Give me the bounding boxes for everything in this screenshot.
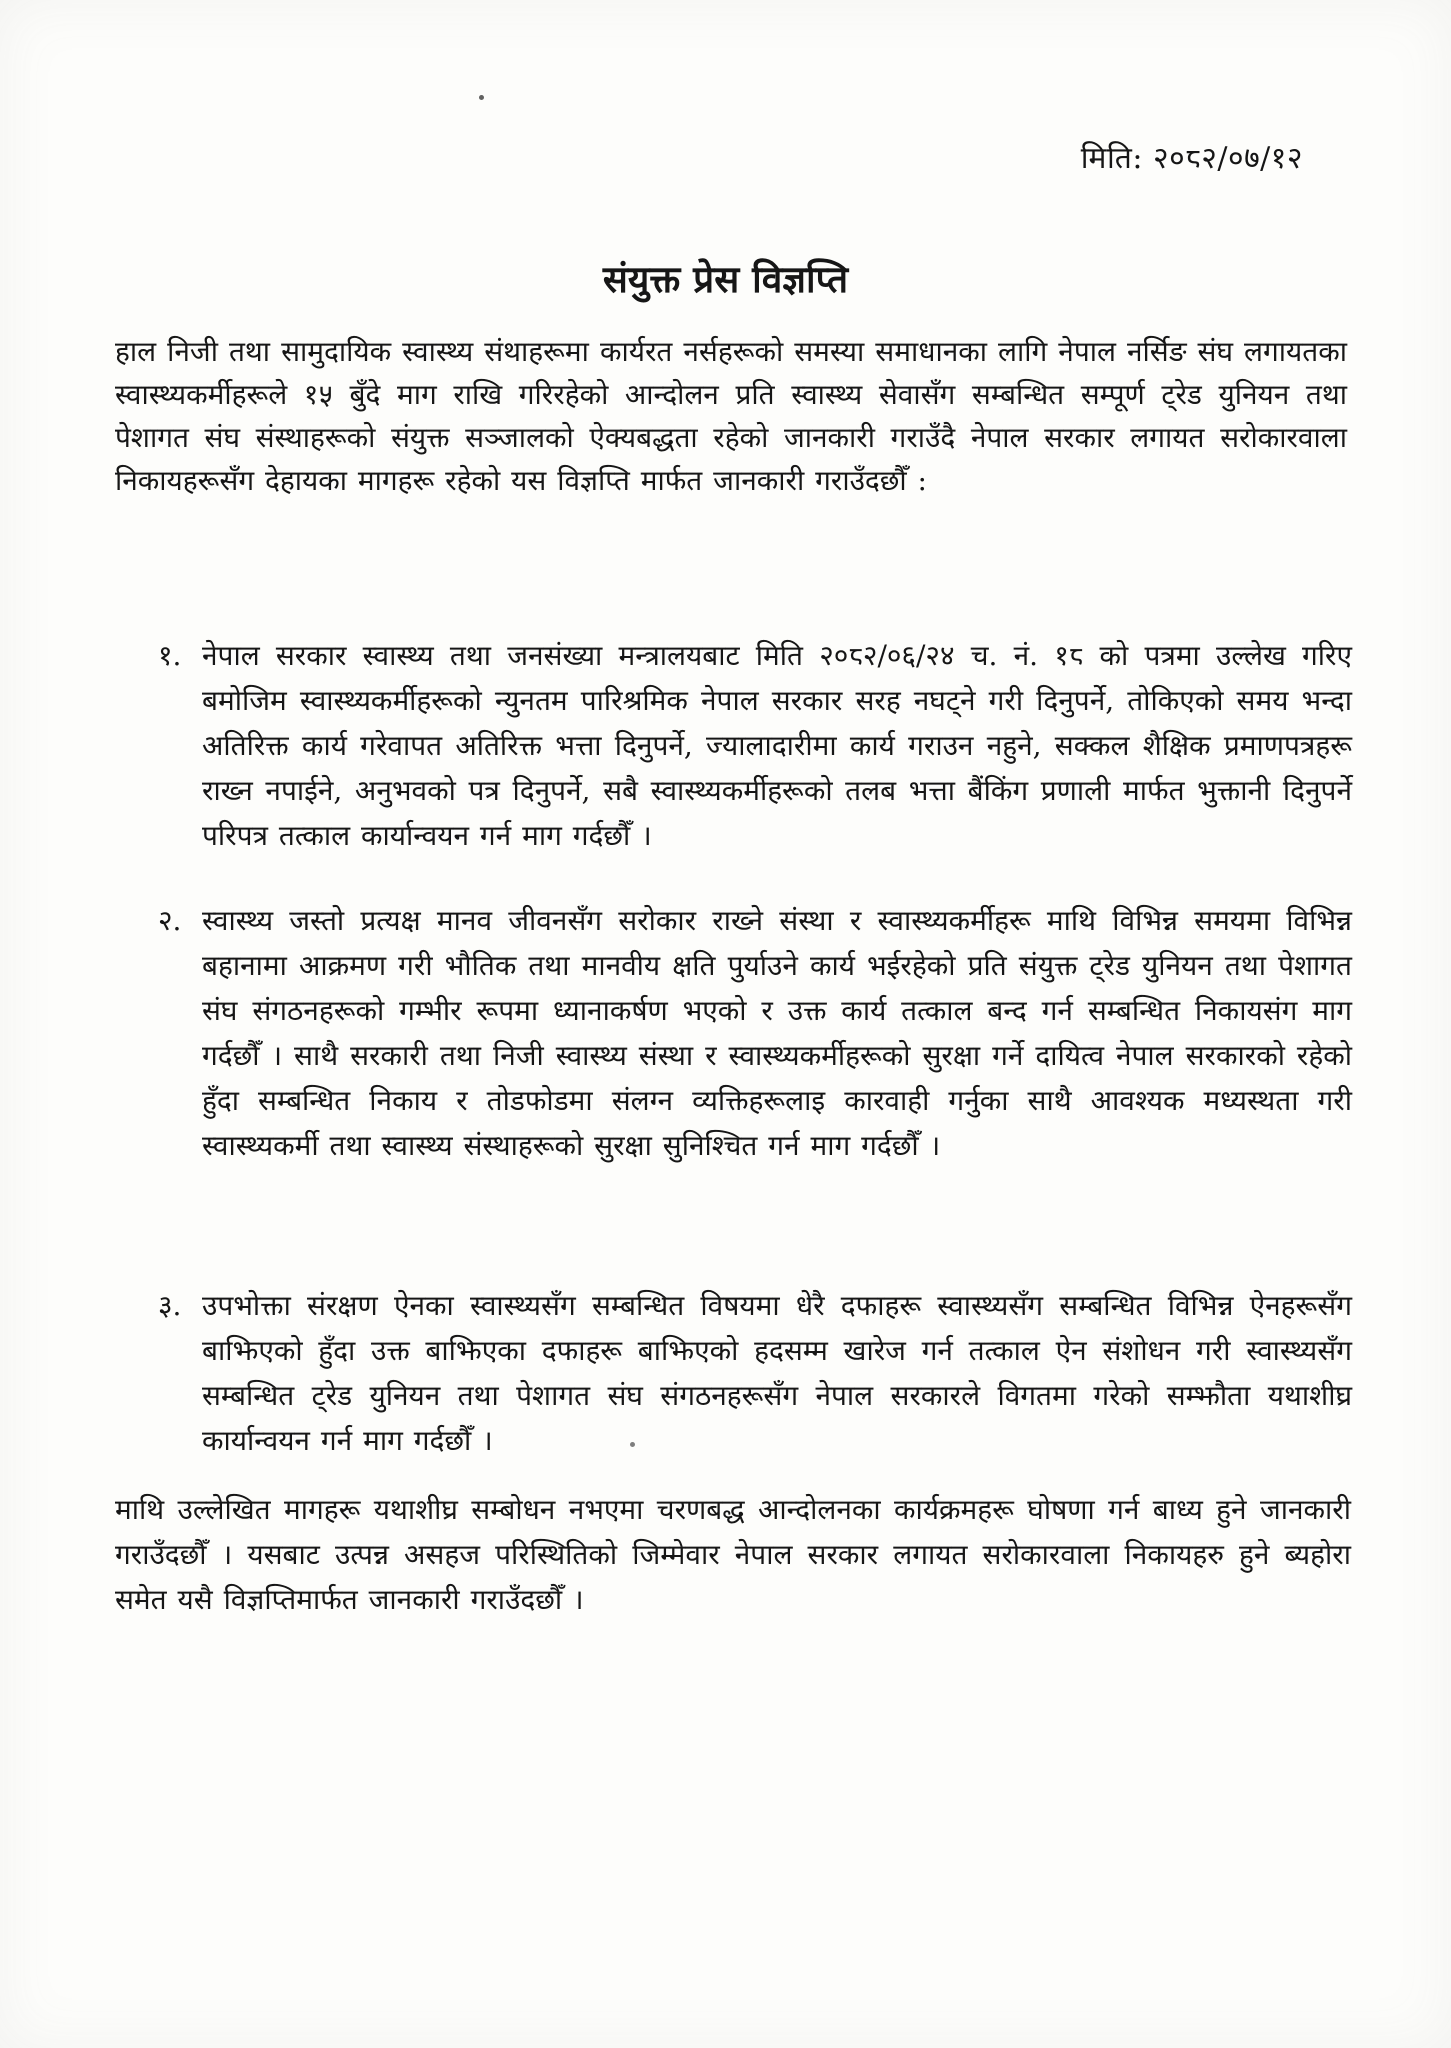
demand-item-1-number: १.	[158, 639, 182, 672]
demand-item-2	[158, 898, 1352, 1168]
demand-item-3	[158, 1283, 1352, 1463]
demand-item-2-text: स्वास्थ्य जस्तो प्रत्यक्ष मानव जीवनसँग सरोकार राख्ने संस्था र स्वास्थ्यकर्मीहरू माथि विभिन्न समयमा विभिन्न बहानामा आक्रमण गरी भौतिक तथा मानवीय क्षति पुर्याउने कार्य भईरहेको प्रति संयुक्त ट्रेड युनियन तथा पेशागत संघ संगठनहरूको गम्भीर रूपमा ध्यानाकर्षण भएको र उक्त कार्य तत्काल बन्द गर्न सम्बन्धित निकायसंग माग गर्दछौँ । साथै सरकारी तथा निजी स्वास्थ्य संस्था र स्वास्थ्यकर्मीहरूको सुरक्षा गर्ने दायित्व नेपाल सरकारको रहेको हुँदा सम्बन्धित निकाय र तोडफोडमा संलग्न व्यक्तिहरूलाइ कारवाही गर्नुका साथै आवश्यक मध्यस्थता गरी स्वास्थ्यकर्मी तथा स्वास्थ्य संस्थाहरूको सुरक्षा सुनिश्चित गर्न माग गर्दछौँ ।	[202, 904, 1352, 1162]
document-date: मिति: २०८२/०७/१२	[1080, 141, 1303, 176]
demand-item-3-number: ३.	[158, 1289, 182, 1322]
intro-paragraph: हाल निजी तथा सामुदायिक स्वास्थ्य संथाहरूमा कार्यरत नर्सहरूको समस्या समाधानका लागि नेपाल नर्सिङ संघ लगायतका स्वास्थ्यकर्मीहरूले १५ बुँदे माग राखि गरिरहेको आन्दोलन प्रति स्वास्थ्य सेवासँग सम्बन्धित सम्पूर्ण ट्रेड युनियन तथा पेशागत संघ संस्थाहरूको संयुक्त सञ्जालको ऐक्यबद्धता रहेको जानकारी गराउँदै नेपाल सरकार लगायत सरोकारवाला निकायहरूसँग देहायका मागहरू रहेको यस विज्ञप्ति मार्फत जानकारी गराउँदछौँ :	[115, 335, 1347, 497]
demand-item-2-number: २.	[158, 904, 182, 937]
demand-item-1-text: नेपाल सरकार स्वास्थ्य तथा जनसंख्या मन्त्रालयबाट मिति २०८२/०६/२४ च. नं. १८ को पत्रमा उल्लेख गरिए बमोजिम स्वास्थ्यकर्मीहरूको न्युनतम पारिश्रमिक नेपाल सरकार सरह नघट्ने गरी दिनुपर्ने, तोकिएको समय भन्दा अतिरिक्त कार्य गरेवापत अतिरिक्त भत्ता दिनुपर्ने, ज्यालादारीमा कार्य गराउन नहुने, सक्कल शैक्षिक प्रमाणपत्रहरू राख्न नपाईने, अनुभवको पत्र दिनुपर्ने, सबै स्वास्थ्यकर्मीहरूको तलब भत्ता बैंकिंग प्रणाली मार्फत भुक्तानी दिनुपर्ने परिपत्र तत्काल कार्यान्वयन गर्न माग गर्दछौँ ।	[202, 639, 1352, 852]
closing-paragraph: माथि उल्लेखित मागहरू यथाशीघ्र सम्बोधन नभएमा चरणबद्ध आन्दोलनका कार्यक्रमहरू घोषणा गर्न बाध्य हुने जानकारी गराउँदछौँ । यसबाट उत्पन्न असहज परिस्थितिको जिम्मेवार नेपाल सरकार लगायत सरोकारवाला निकायहरु हुने ब्यहोरा समेत यसै विज्ञप्तिमार्फत जानकारी गराउँदछौँ ।	[115, 1493, 1351, 1616]
scan-artifact-dot	[630, 1442, 635, 1447]
document-title: संयुक्त प्रेस विज्ञप्ति	[602, 257, 849, 301]
demand-item-1	[158, 633, 1352, 858]
scan-artifact-dot	[479, 95, 484, 100]
demand-item-3-text: उपभोक्ता संरक्षण ऐनका स्वास्थ्यसँग सम्बन्धित विषयमा धेरै दफाहरू स्वास्थ्यसँग सम्बन्धित विभिन्न ऐनहरूसँग बाझिएको हुँदा उक्त बाझिएका दफाहरू बाझिएको हदसम्म खारेज गर्न तत्काल ऐन संशोधन गरी स्वास्थ्यसँग सम्बन्धित ट्रेड युनियन तथा पेशागत संघ संगठनहरूसँग नेपाल सरकारले विगतमा गरेको सम्झौता यथाशीघ्र कार्यान्वयन गर्न माग गर्दछौँ ।	[202, 1289, 1352, 1457]
